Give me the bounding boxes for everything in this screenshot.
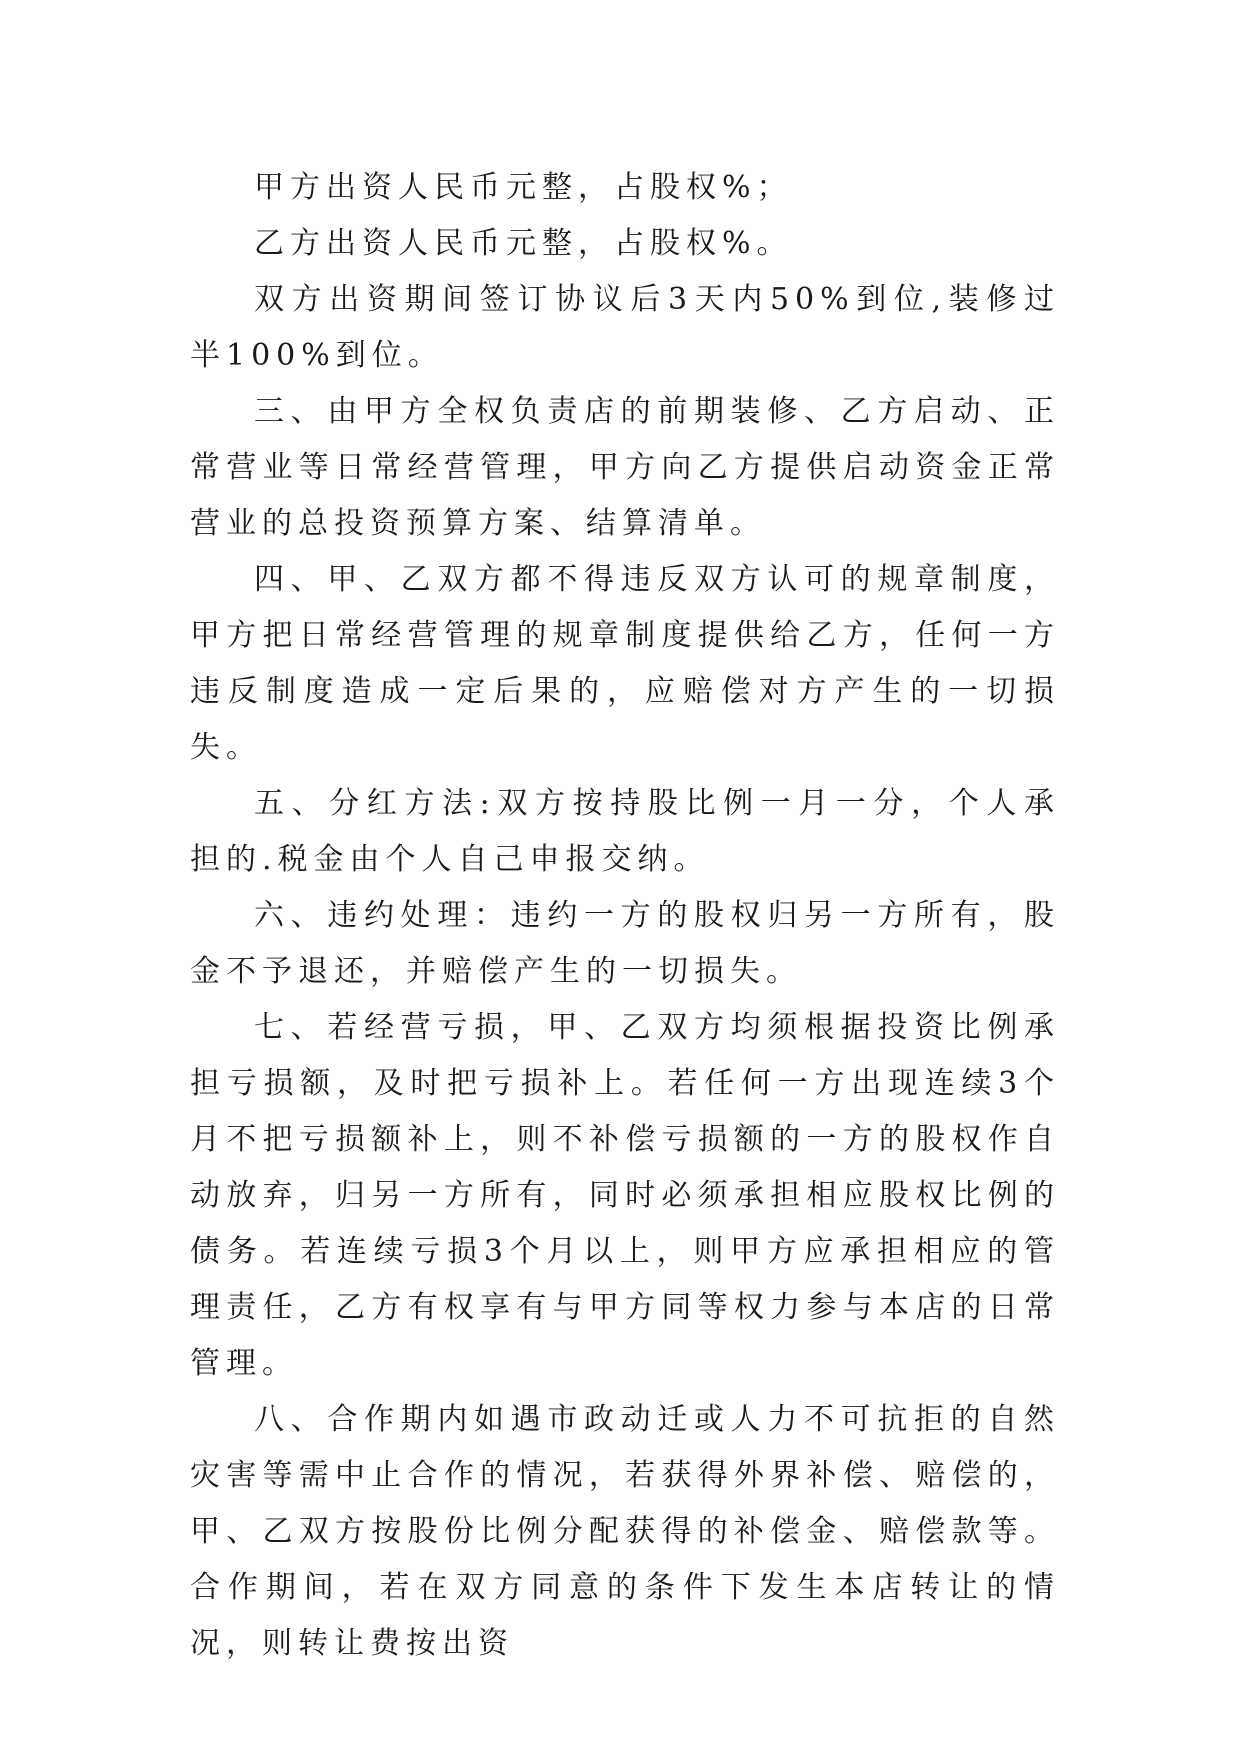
paragraph-capital-party-b: 乙方出资人民币元整，占股权%。 — [254, 226, 793, 261]
clause-6-breach: 六、违约处理：违约一方的股权归另一方所有，股金不予退还，并赔偿产生的一切损失。 — [190, 898, 1060, 989]
clause-5-dividends: 五、分红方法:双方按持股比例一月一分，个人承担的.税金由个人自己申报交纳。 — [190, 786, 1060, 877]
document-body — [190, 160, 1060, 1672]
clause-4-rules: 四、甲、乙双方都不得违反双方认可的规章制度，甲方把日常经营管理的规章制度提供给乙方，任何一方违反制度造成一定后果的，应赔偿对方产生的一切损失。 — [190, 562, 1060, 765]
paragraph-capital-schedule: 双方出资期间签订协议后3天内50%到位,装修过半100%到位。 — [190, 282, 1060, 373]
clause-8-force-majeure: 八、合作期内如遇市政动迁或人力不可抗拒的自然灾害等需中止合作的情况，若获得外界补偿、赔偿的，甲、乙双方按股份比例分配获得的补偿金、赔偿款等。合作期间，若在双方同意的条件下发生本店转让的情况，则转让费按出资 — [190, 1402, 1060, 1661]
clause-3-management: 三、由甲方全权负责店的前期装修、乙方启动、正常营业等日常经营管理，甲方向乙方提供启动资金正常营业的总投资预算方案、结算清单。 — [190, 394, 1060, 541]
clause-7-losses: 七、若经营亏损，甲、乙双方均须根据投资比例承担亏损额，及时把亏损补上。若任何一方出现连续3个月不把亏损额补上，则不补偿亏损额的一方的股权作自动放弃，归另一方所有，同时必须承担相应股权比例的债务。若连续亏损3个月以上，则甲方应承担相应的管理责任，乙方有权享有与甲方同等权力参与本店的日常管理。 — [190, 1010, 1060, 1381]
paragraph-capital-party-a: 甲方出资人民币元整，占股权%； — [254, 170, 793, 205]
